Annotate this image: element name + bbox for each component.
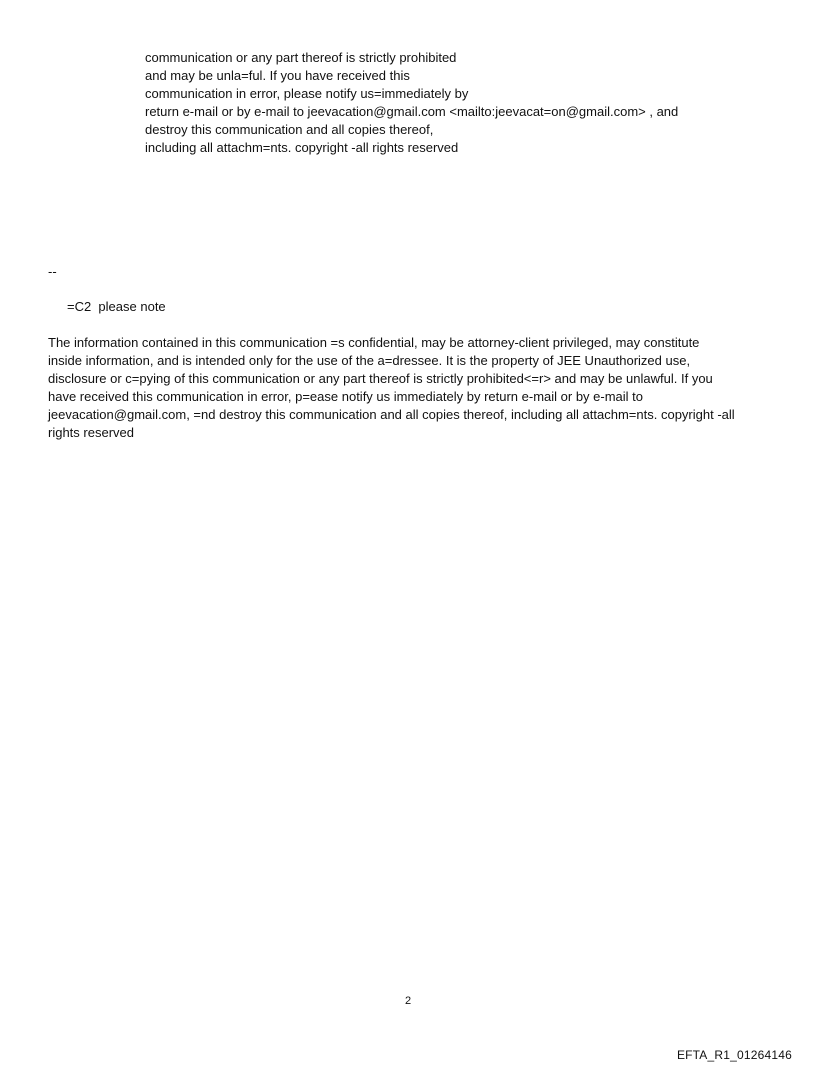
disclaimer-line: jeevacation@gmail.com, =nd destroy this communication and all copies thereof, including all attachm=nts. copyright -all: [48, 407, 735, 422]
disclaimer-line: disclosure or c=pying of this communication or any part thereof is strictly prohibited<=r> and may be unlawful. If you: [48, 371, 713, 386]
disclaimer-line: inside information, and is intended only for the use of the a=dressee. It is the property of JEE Unauthorized use,: [48, 353, 691, 368]
quoted-disclaimer-line: communication or any part thereof is strictly prohibited: [145, 50, 457, 65]
disclaimer-line: rights reserved: [48, 425, 134, 440]
quoted-disclaimer-line: return e-mail or by e-mail to jeevacation@gmail.com <mailto:jeevacat=on@gmail.com> , and: [145, 104, 679, 119]
quoted-disclaimer-line: communication in error, please notify us=immediately by: [145, 86, 469, 101]
note-heading: =C2 please note: [67, 299, 166, 314]
disclaimer-line: have received this communication in error, p=ease notify us immediately by return e-mail or by e-mail to: [48, 389, 644, 404]
quoted-disclaimer: [145, 49, 785, 157]
disclaimer-line: The information contained in this communication =s confidential, may be attorney-client privileged, may constitute: [48, 335, 700, 350]
signature-separator: --: [48, 264, 57, 279]
quoted-disclaimer-line: destroy this communication and all copies thereof,: [145, 122, 434, 137]
quoted-disclaimer-line: and may be unla=ful. If you have received this: [145, 68, 410, 83]
document-id: EFTA_R1_01264146: [676, 1048, 792, 1062]
quoted-disclaimer-line: including all attachm=nts. copyright -all rights reserved: [145, 140, 459, 155]
disclaimer-paragraph: [48, 334, 778, 442]
page-number: 2: [404, 995, 412, 1007]
